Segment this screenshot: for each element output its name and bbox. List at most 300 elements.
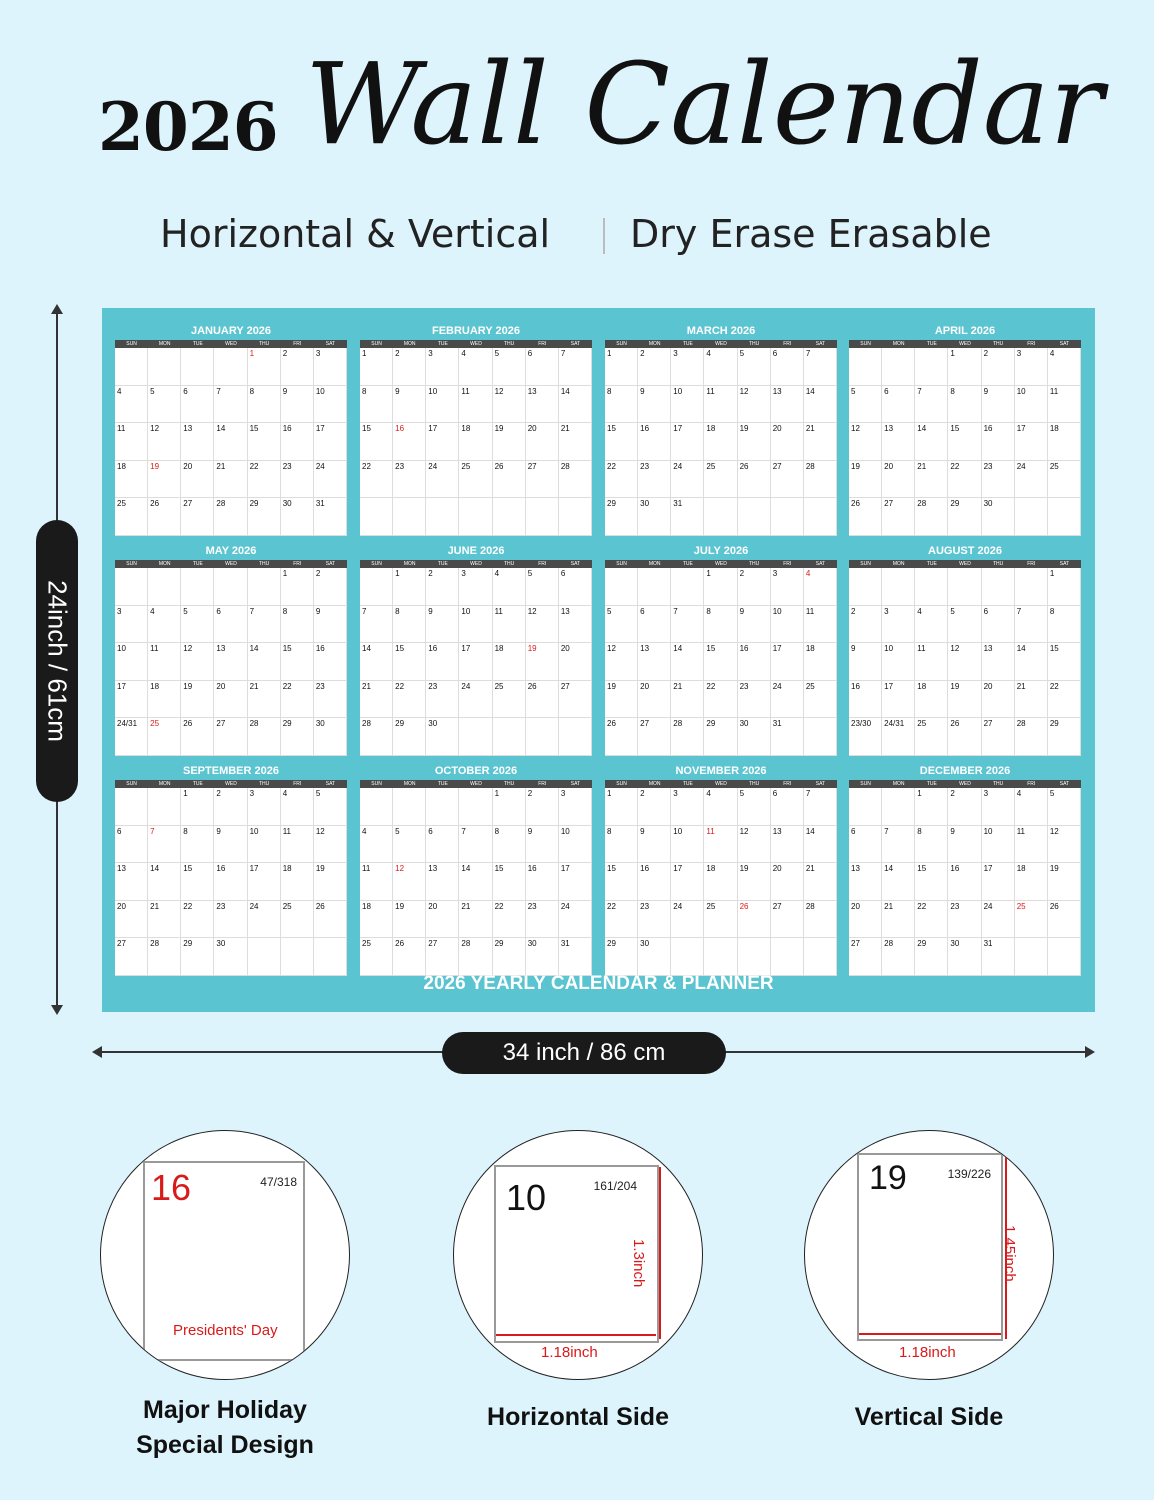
- day-cell: 27: [115, 938, 148, 976]
- day-cell: 27: [526, 461, 559, 499]
- weekday-label: MON: [892, 561, 905, 567]
- day-cell: 3: [1015, 348, 1048, 386]
- weekday-label: FRI: [1027, 781, 1036, 787]
- day-cell: 22: [493, 901, 526, 939]
- day-cell: 2: [426, 568, 459, 606]
- day-cell: [115, 568, 148, 606]
- weekday-label: TUE: [682, 561, 693, 567]
- day-cell: 26: [738, 901, 771, 939]
- day-cell: 4: [459, 348, 492, 386]
- day-cell: 26: [393, 938, 426, 976]
- day-cell: 26: [181, 718, 214, 756]
- weekday-label: THU: [748, 781, 760, 787]
- day-cell: 17: [1015, 423, 1048, 461]
- day-cell: 14: [915, 423, 948, 461]
- day-cell: 1: [360, 348, 393, 386]
- day-cell: [915, 348, 948, 386]
- caption-vertical: Vertical Side: [854, 1403, 1004, 1431]
- day-cell: 18: [804, 643, 837, 681]
- zoom-day-count: 47/318: [260, 1175, 297, 1189]
- day-cell: 26: [314, 901, 347, 939]
- day-cell: 2: [314, 568, 347, 606]
- weekday-label: SAT: [570, 341, 581, 347]
- weekday-label: FRI: [783, 341, 792, 347]
- day-cell: 7: [671, 606, 704, 644]
- day-cell: 18: [148, 681, 181, 719]
- month-name: FEBRUARY 2026: [431, 325, 521, 337]
- day-cell: 14: [360, 643, 393, 681]
- day-cell: 10: [426, 386, 459, 424]
- zoom-height-label: 1.45inch: [1001, 1225, 1018, 1282]
- month-name: NOVEMBER 2026: [675, 765, 767, 777]
- day-cell: 15: [915, 863, 948, 901]
- day-cell: 22: [605, 461, 638, 499]
- day-cell: 15: [1048, 643, 1081, 681]
- weekday-label: FRI: [538, 341, 547, 347]
- day-cell: 13: [559, 606, 592, 644]
- day-cell: 19: [948, 681, 981, 719]
- calendar-poster: [102, 308, 1095, 1012]
- day-cell: 17: [459, 643, 492, 681]
- day-cell: 19: [738, 423, 771, 461]
- day-cell: 5: [605, 606, 638, 644]
- day-cell: 22: [181, 901, 214, 939]
- day-cell: 23/30: [849, 718, 882, 756]
- day-cell: 27: [426, 938, 459, 976]
- day-cell: 11: [493, 606, 526, 644]
- day-cell: 5: [181, 606, 214, 644]
- weekday-label: FRI: [538, 781, 547, 787]
- day-cell: 19: [148, 461, 181, 499]
- weekday-label: WED: [470, 781, 482, 787]
- day-cell: [426, 788, 459, 826]
- day-cell: 27: [771, 901, 804, 939]
- month-card: [360, 320, 592, 536]
- weekday-label: THU: [258, 341, 270, 347]
- weekday-label: SAT: [1059, 561, 1070, 567]
- day-cell: 3: [426, 348, 459, 386]
- day-cell: 11: [1015, 826, 1048, 864]
- weekday-label: MON: [403, 341, 416, 347]
- day-cell: 6: [982, 606, 1015, 644]
- day-cell: 31: [671, 498, 704, 536]
- day-cell: 6: [559, 568, 592, 606]
- day-cell: 12: [393, 863, 426, 901]
- day-cell: 6: [115, 826, 148, 864]
- day-cell: 16: [849, 681, 882, 719]
- weekday-label: SAT: [570, 781, 581, 787]
- day-cell: 23: [426, 681, 459, 719]
- weekday-label: SAT: [325, 341, 336, 347]
- weekday-label: WED: [225, 561, 237, 567]
- weekday-label: MON: [158, 341, 171, 347]
- day-cell: 18: [1048, 423, 1081, 461]
- day-cell: [426, 498, 459, 536]
- day-cell: 24: [459, 681, 492, 719]
- day-cell: 11: [804, 606, 837, 644]
- day-cell: 25: [1048, 461, 1081, 499]
- day-cell: 19: [849, 461, 882, 499]
- weekday-header: [115, 340, 347, 348]
- day-cell: 9: [314, 606, 347, 644]
- day-cell: 11: [360, 863, 393, 901]
- day-cell: 3: [248, 788, 281, 826]
- month-name: AUGUST 2026: [928, 545, 1002, 557]
- day-cell: 1: [1048, 568, 1081, 606]
- weekday-label: TUE: [926, 781, 937, 787]
- day-cell: [671, 568, 704, 606]
- day-cell: [1015, 568, 1048, 606]
- weekday-label: FRI: [293, 561, 302, 567]
- day-cell: 8: [281, 606, 314, 644]
- weekday-header: [849, 340, 1081, 348]
- day-cell: 28: [1015, 718, 1048, 756]
- weekday-label: THU: [748, 561, 760, 567]
- day-cell: 24: [559, 901, 592, 939]
- day-cell: 26: [849, 498, 882, 536]
- caption-holiday: [100, 1393, 350, 1463]
- day-cell: 30: [638, 938, 671, 976]
- day-cell: 14: [459, 863, 492, 901]
- day-cell: 10: [115, 643, 148, 681]
- day-cell: 8: [493, 826, 526, 864]
- weekday-label: THU: [748, 341, 760, 347]
- weekday-label: WED: [715, 341, 727, 347]
- month-name: MAY 2026: [205, 545, 257, 557]
- day-cell: 29: [704, 718, 737, 756]
- day-cell: 16: [638, 423, 671, 461]
- weekday-header: [360, 780, 592, 788]
- day-cell: 25: [360, 938, 393, 976]
- day-cell: 2: [281, 348, 314, 386]
- day-cell: 10: [882, 643, 915, 681]
- day-cell: 12: [181, 643, 214, 681]
- width-arrow-icon: [496, 1334, 656, 1336]
- day-cell: 30: [526, 938, 559, 976]
- day-cell: 23: [638, 901, 671, 939]
- weekday-label: MON: [158, 781, 171, 787]
- day-cell: 4: [1015, 788, 1048, 826]
- day-cell: 19: [314, 863, 347, 901]
- day-cell: [1015, 938, 1048, 976]
- day-cell: 20: [115, 901, 148, 939]
- day-cell: 12: [849, 423, 882, 461]
- day-cell: 9: [281, 386, 314, 424]
- day-cell: 16: [982, 423, 1015, 461]
- day-cell: 20: [214, 681, 247, 719]
- day-cell: 6: [771, 348, 804, 386]
- weekday-header: [605, 340, 837, 348]
- month-name: MARCH 2026: [686, 325, 756, 337]
- width-label-pill: 34 inch / 86 cm: [442, 1032, 726, 1074]
- day-cell: 23: [738, 681, 771, 719]
- day-cell: 6: [181, 386, 214, 424]
- day-cell: 6: [771, 788, 804, 826]
- day-cell: [393, 788, 426, 826]
- weekday-header: [115, 780, 347, 788]
- day-cell: 21: [804, 863, 837, 901]
- day-cell: 29: [393, 718, 426, 756]
- month-name: JUNE 2026: [447, 545, 505, 557]
- day-cell: 1: [248, 348, 281, 386]
- day-cell: 4: [1048, 348, 1081, 386]
- day-cell: 15: [281, 643, 314, 681]
- day-cell: 11: [281, 826, 314, 864]
- day-cell: 1: [915, 788, 948, 826]
- weekday-label: WED: [715, 781, 727, 787]
- day-cell: 28: [459, 938, 492, 976]
- day-cell: 24: [982, 901, 1015, 939]
- day-cell: 10: [982, 826, 1015, 864]
- day-cell: 20: [526, 423, 559, 461]
- day-cell: 12: [738, 386, 771, 424]
- day-cell: 5: [849, 386, 882, 424]
- height-label-pill: [36, 520, 78, 802]
- zoom-day-number: 19: [869, 1159, 907, 1197]
- day-cell: 2: [849, 606, 882, 644]
- month-name: OCTOBER 2026: [434, 765, 518, 777]
- day-cell: 24: [771, 681, 804, 719]
- zoom-day-number: 10: [506, 1177, 547, 1218]
- day-cell: 24: [1015, 461, 1048, 499]
- weekday-label: WED: [225, 781, 237, 787]
- weekday-label: THU: [992, 341, 1004, 347]
- day-cell: [314, 938, 347, 976]
- zoom-cell-holiday: [143, 1161, 305, 1361]
- day-cell: 28: [360, 718, 393, 756]
- weekday-label: WED: [959, 561, 971, 567]
- weekday-label: SUN: [616, 341, 627, 347]
- day-cell: 30: [281, 498, 314, 536]
- day-cell: [360, 498, 393, 536]
- weekday-header: [605, 780, 837, 788]
- day-cell: 11: [1048, 386, 1081, 424]
- day-cell: [360, 788, 393, 826]
- day-cell: 16: [393, 423, 426, 461]
- day-cell: 30: [426, 718, 459, 756]
- month-card: [360, 540, 592, 756]
- day-cell: 9: [526, 826, 559, 864]
- day-cell: 22: [704, 681, 737, 719]
- vertical-detail-circle: [804, 1130, 1054, 1380]
- day-cell: 24: [426, 461, 459, 499]
- day-cell: 24: [671, 461, 704, 499]
- day-cell: 5: [738, 348, 771, 386]
- weekday-label: FRI: [293, 341, 302, 347]
- day-cell: 20: [849, 901, 882, 939]
- day-cell: 3: [771, 568, 804, 606]
- weekday-label: MON: [892, 341, 905, 347]
- day-cell: 1: [493, 788, 526, 826]
- day-cell: 8: [605, 386, 638, 424]
- weekday-label: THU: [258, 781, 270, 787]
- day-cell: 2: [738, 568, 771, 606]
- day-cell: 30: [738, 718, 771, 756]
- weekday-label: SUN: [371, 341, 382, 347]
- day-cell: 6: [849, 826, 882, 864]
- day-cell: 4: [281, 788, 314, 826]
- width-arrow-icon: [859, 1333, 1001, 1335]
- day-cell: 14: [882, 863, 915, 901]
- day-cell: 13: [638, 643, 671, 681]
- day-cell: [605, 568, 638, 606]
- day-cell: 25: [804, 681, 837, 719]
- weekday-label: FRI: [1027, 561, 1036, 567]
- day-cell: [704, 498, 737, 536]
- day-cell: 9: [982, 386, 1015, 424]
- day-cell: [360, 568, 393, 606]
- weekday-label: SUN: [860, 561, 871, 567]
- day-cell: 3: [559, 788, 592, 826]
- day-cell: 23: [214, 901, 247, 939]
- day-cell: 16: [281, 423, 314, 461]
- day-cell: 6: [214, 606, 247, 644]
- day-cell: 5: [1048, 788, 1081, 826]
- day-cell: 21: [882, 901, 915, 939]
- day-cell: [248, 568, 281, 606]
- day-cell: [882, 788, 915, 826]
- day-cell: [1048, 938, 1081, 976]
- day-cell: [148, 568, 181, 606]
- day-cell: 21: [1015, 681, 1048, 719]
- weekday-label: TUE: [926, 561, 937, 567]
- month-card: [849, 540, 1081, 756]
- weekday-label: TUE: [437, 341, 448, 347]
- day-cell: 3: [671, 788, 704, 826]
- day-cell: [804, 718, 837, 756]
- day-cell: 7: [248, 606, 281, 644]
- title-year: 2026: [98, 88, 278, 166]
- day-cell: 26: [948, 718, 981, 756]
- day-cell: 29: [1048, 718, 1081, 756]
- day-cell: 4: [704, 788, 737, 826]
- day-cell: 16: [426, 643, 459, 681]
- day-cell: 16: [948, 863, 981, 901]
- day-cell: 2: [638, 348, 671, 386]
- day-cell: 7: [804, 788, 837, 826]
- day-cell: [148, 788, 181, 826]
- day-cell: 19: [526, 643, 559, 681]
- day-cell: 4: [493, 568, 526, 606]
- day-cell: [214, 348, 247, 386]
- caption-horizontal: Horizontal Side: [487, 1403, 669, 1431]
- day-cell: 8: [1048, 606, 1081, 644]
- weekday-label: MON: [648, 341, 661, 347]
- day-cell: 8: [248, 386, 281, 424]
- day-cell: 16: [214, 863, 247, 901]
- day-cell: 10: [314, 386, 347, 424]
- day-cell: 29: [948, 498, 981, 536]
- day-cell: [181, 568, 214, 606]
- day-cell: 7: [559, 348, 592, 386]
- weekday-label: THU: [258, 561, 270, 567]
- day-cell: 1: [605, 348, 638, 386]
- day-cell: [638, 568, 671, 606]
- day-cell: [214, 568, 247, 606]
- month-card: [605, 540, 837, 756]
- weekday-label: SUN: [126, 341, 137, 347]
- day-cell: 22: [360, 461, 393, 499]
- day-cell: 5: [526, 568, 559, 606]
- zoom-width-label: 1.18inch: [899, 1344, 956, 1361]
- caption-holiday-line1: Major Holiday: [143, 1396, 307, 1424]
- day-cell: 20: [181, 461, 214, 499]
- day-cell: 12: [948, 643, 981, 681]
- day-cell: [671, 938, 704, 976]
- day-cell: 17: [115, 681, 148, 719]
- weekday-label: TUE: [682, 781, 693, 787]
- day-cell: 4: [115, 386, 148, 424]
- day-cell: [804, 498, 837, 536]
- arrow-left-icon: [92, 1046, 102, 1058]
- day-cell: 5: [314, 788, 347, 826]
- day-cell: [559, 498, 592, 536]
- arrow-up-icon: [51, 304, 63, 314]
- day-cell: 24/31: [882, 718, 915, 756]
- day-cell: 13: [771, 386, 804, 424]
- day-cell: 25: [915, 718, 948, 756]
- day-cell: 18: [704, 423, 737, 461]
- day-cell: 9: [738, 606, 771, 644]
- day-cell: 11: [704, 826, 737, 864]
- weekday-label: SAT: [815, 781, 826, 787]
- day-cell: 10: [771, 606, 804, 644]
- weekday-label: THU: [503, 561, 515, 567]
- day-cell: 12: [493, 386, 526, 424]
- horizontal-detail-circle: [453, 1130, 703, 1380]
- weekday-label: SUN: [616, 561, 627, 567]
- weekday-label: SUN: [126, 561, 137, 567]
- day-cell: 13: [181, 423, 214, 461]
- day-cell: 28: [248, 718, 281, 756]
- weekday-label: SUN: [860, 341, 871, 347]
- day-cell: 28: [148, 938, 181, 976]
- day-cell: 20: [638, 681, 671, 719]
- day-cell: 30: [314, 718, 347, 756]
- month-name: APRIL 2026: [934, 325, 996, 337]
- day-cell: 28: [559, 461, 592, 499]
- day-cell: 29: [281, 718, 314, 756]
- day-cell: [115, 348, 148, 386]
- day-cell: [459, 788, 492, 826]
- day-cell: 12: [148, 423, 181, 461]
- day-cell: 21: [671, 681, 704, 719]
- day-cell: 8: [605, 826, 638, 864]
- zoom-holiday-name: Presidents' Day: [173, 1322, 278, 1339]
- day-cell: 4: [915, 606, 948, 644]
- day-cell: 15: [605, 423, 638, 461]
- poster-footer: 2026 YEARLY CALENDAR & PLANNER: [423, 973, 774, 994]
- day-cell: 18: [704, 863, 737, 901]
- day-cell: 3: [459, 568, 492, 606]
- day-cell: 16: [526, 863, 559, 901]
- day-cell: 16: [738, 643, 771, 681]
- day-cell: 21: [804, 423, 837, 461]
- month-card: [605, 760, 837, 976]
- day-cell: 31: [559, 938, 592, 976]
- day-cell: 26: [738, 461, 771, 499]
- day-cell: 18: [360, 901, 393, 939]
- month-card: [115, 320, 347, 536]
- day-cell: [849, 788, 882, 826]
- day-cell: 18: [1015, 863, 1048, 901]
- weekday-label: FRI: [538, 561, 547, 567]
- day-cell: 14: [248, 643, 281, 681]
- weekday-label: TUE: [437, 781, 448, 787]
- day-cell: 8: [704, 606, 737, 644]
- zoom-width-label: 1.18inch: [541, 1344, 598, 1361]
- day-cell: 15: [393, 643, 426, 681]
